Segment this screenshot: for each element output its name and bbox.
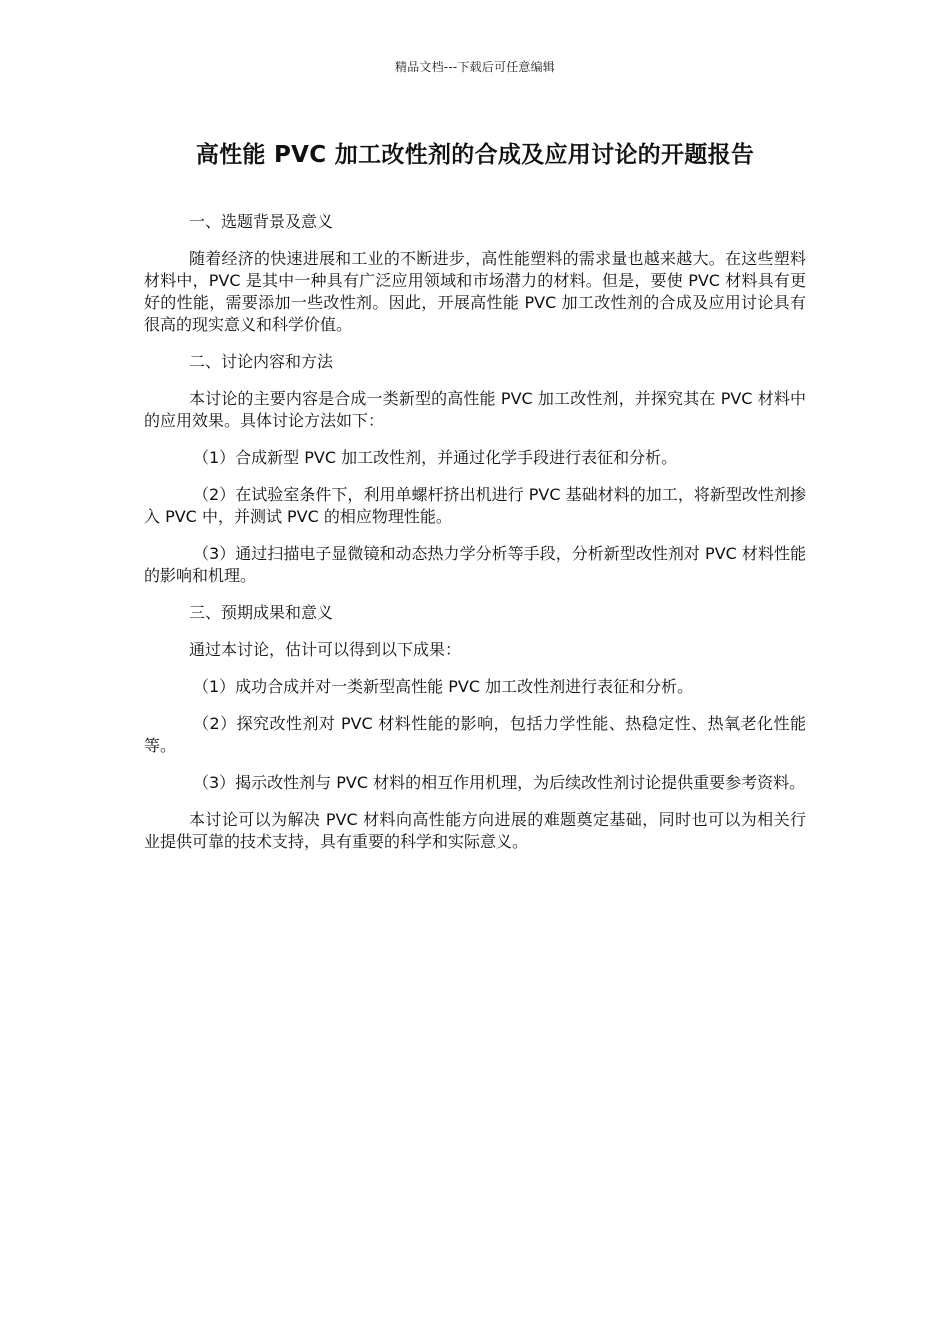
paragraph-results-intro: 通过本讨论，估计可以得到以下成果： [189, 640, 462, 659]
result-item-3: （3）揭示改性剂与 PVC 材料的相互作用机理，为后续改性剂讨论提供重要参考资料。 [193, 773, 806, 792]
document-title: 高性能 PVC 加工改性剂的合成及应用讨论的开题报告 [195, 142, 755, 168]
method-item-1: （1）合成新型 PVC 加工改性剂，并通过化学手段进行表征和分析。 [193, 448, 678, 467]
section-heading-background: 一、选题背景及意义 [189, 212, 334, 231]
result-item-1: （1）成功合成并对一类新型高性能 PVC 加工改性剂进行表征和分析。 [193, 677, 694, 696]
section-heading-expected-results: 三、预期成果和意义 [189, 603, 334, 622]
paragraph-background: 随着经济的快速进展和工业的不断进步，高性能塑料的需求量也越来越大。在这些塑料材料中，PVC 是其中一种具有广泛应用领域和市场潜力的材料。但是，要使 PVC 材料具有更好的性能，需要添加一些改性剂。因此，开展高性能 PVC 加工改性剂的合成及应用讨论具有很高的现实意义和科学价值。 [144, 249, 806, 334]
document-body [144, 211, 806, 868]
section-heading-content-method: 二、讨论内容和方法 [189, 352, 334, 371]
method-item-2: （2）在试验室条件下，利用单螺杆挤出机进行 PVC 基础材料的加工，将新型改性剂掺入 PVC 中，并测试 PVC 的相应物理性能。 [144, 485, 806, 526]
page-header: 精品文档---下载后可任意编辑 [395, 60, 555, 74]
result-item-2: （2）探究改性剂对 PVC 材料性能的影响，包括力学性能、热稳定性、热氧老化性能等。 [144, 714, 806, 755]
method-item-3: （3）通过扫描电子显微镜和动态热力学分析等手段，分析新型改性剂对 PVC 材料性能的影响和机理。 [144, 544, 806, 585]
paragraph-content-intro: 本讨论的主要内容是合成一类新型的高性能 PVC 加工改性剂，并探究其在 PVC 材料中的应用效果。具体讨论方法如下： [144, 389, 806, 430]
paragraph-conclusion: 本讨论可以为解决 PVC 材料向高性能方向进展的难题奠定基础，同时也可以为相关行业提供可靠的技术支持，具有重要的科学和实际意义。 [144, 810, 806, 851]
